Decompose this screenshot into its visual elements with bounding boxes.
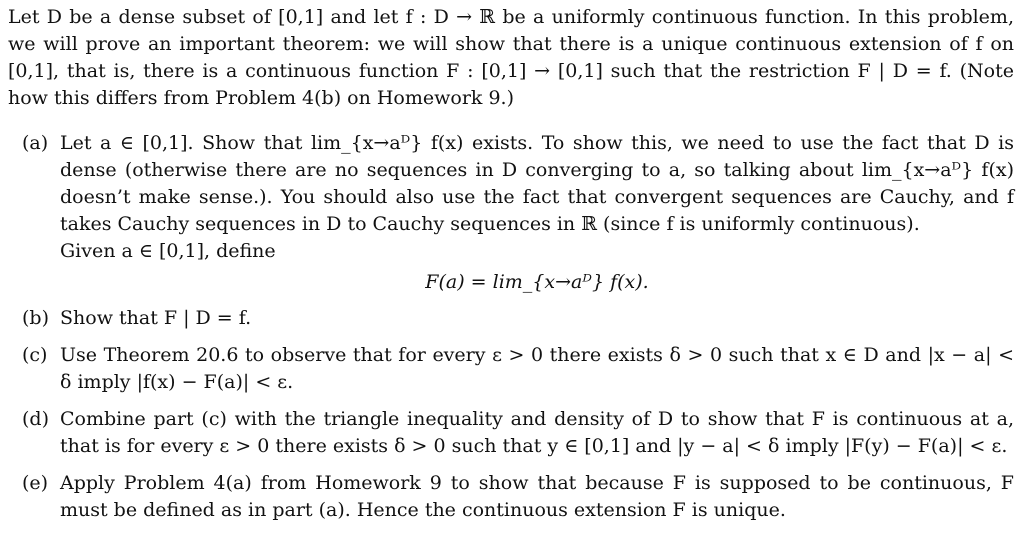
definition-equation bbox=[60, 269, 1014, 295]
problem-parts-list bbox=[8, 130, 1014, 524]
problem-intro: Let D be a dense subset of [0,1] and let f : D → ℝ be a uniformly continuous function. In this problem, we will prove an important theorem: we will show that there is a unique continuous extension of f on [0,1], that is, there is a continuous function F : [0,1] → [0,1] such that the restriction F | D = f. (Note how this differs from Problem 4(b) on Homework 9.) bbox=[8, 6, 1014, 109]
equation-text: F(a) = lim_{x→aᴰ} f(x). bbox=[425, 271, 649, 293]
part-d bbox=[8, 406, 1014, 460]
part-text: Use Theorem 20.6 to observe that for every ε > 0 there exists δ > 0 such that x ∈ D and |x − a| < δ imply |f(x) − F(a)| < ε. bbox=[60, 344, 1014, 393]
part-e bbox=[8, 470, 1014, 524]
part-text: Show that F | D = f. bbox=[60, 307, 252, 329]
part-c bbox=[8, 342, 1014, 396]
part-given: Given a ∈ [0,1], define bbox=[60, 240, 276, 262]
part-text: Combine part (c) with the triangle inequality and density of D to show that F is continuous at a, that is for every ε > 0 there exists δ > 0 such that y ∈ [0,1] and |y − a| < δ imply |F(y) − F(a)| < ε. bbox=[60, 408, 1014, 457]
part-text: Let a ∈ [0,1]. Show that lim_{x→aᴰ} f(x) exists. To show this, we need to use the fact that D is dense (otherwise there are no sequences in D converging to a, so talking about lim_{x→aᴰ} f(x) doesn’t make sense.). You should also use the fact that convergent sequences are Cauchy, and f takes Cauchy sequences in D to Cauchy sequences in ℝ (since f is uniformly continuous). bbox=[60, 132, 1014, 235]
part-label: (d) bbox=[22, 408, 49, 430]
part-label: (e) bbox=[22, 472, 49, 494]
part-label: (c) bbox=[22, 344, 48, 366]
part-a bbox=[8, 130, 1014, 295]
part-label: (b) bbox=[22, 307, 49, 329]
part-text: Apply Problem 4(a) from Homework 9 to show that because F is supposed to be continuous, F must be defined as in part (a). Hence the continuous extension F is unique. bbox=[60, 472, 1014, 521]
part-b bbox=[8, 305, 1014, 332]
part-label: (a) bbox=[22, 132, 49, 154]
